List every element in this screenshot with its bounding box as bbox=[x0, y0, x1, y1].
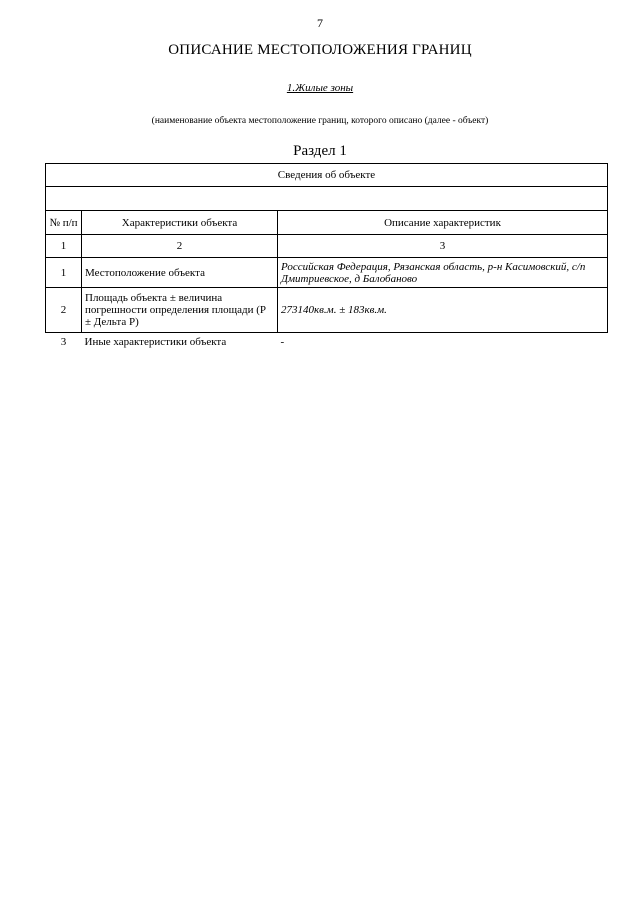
section-title: Раздел 1 bbox=[293, 143, 347, 159]
column-number: 3 bbox=[278, 235, 608, 258]
column-number-row bbox=[46, 235, 608, 258]
column-header-row bbox=[46, 211, 608, 235]
row-characteristic: Площадь объекта ± величина погрешности определения площади (P ± Дельта P) bbox=[82, 288, 278, 333]
row-description: - bbox=[280, 336, 285, 348]
row-number: 1 bbox=[46, 258, 82, 288]
column-header-description: Описание характеристик bbox=[278, 211, 608, 235]
table-row bbox=[46, 333, 608, 352]
table-empty-row bbox=[46, 187, 608, 211]
column-number: 1 bbox=[46, 235, 82, 258]
row-description: 273140кв.м. ± 183кв.м. bbox=[278, 288, 608, 333]
column-header-characteristic: Характеристики объекта bbox=[82, 211, 278, 235]
zone-name: 1.Жилые зоны bbox=[286, 82, 354, 94]
row-characteristic: Иные характеристики объекта bbox=[84, 336, 227, 348]
row-description: Российская Федерация, Рязанская область, р-н Касимовский, с/п Дмитриевское, д Балобаново bbox=[278, 258, 608, 288]
row-number: 2 bbox=[46, 288, 82, 333]
table-row bbox=[46, 258, 608, 288]
table-header-row bbox=[46, 164, 608, 187]
table-row bbox=[46, 288, 608, 333]
column-number: 2 bbox=[82, 235, 278, 258]
zone-caption: (наименование объекта местоположение границ, которого описано (далее - объект) bbox=[151, 116, 489, 126]
column-header-number: № п/п bbox=[46, 211, 82, 235]
row-characteristic: Местоположение объекта bbox=[82, 258, 278, 288]
table-header: Сведения об объекте bbox=[46, 164, 608, 187]
document-title: ОПИСАНИЕ МЕСТОПОЛОЖЕНИЯ ГРАНИЦ bbox=[168, 42, 472, 58]
page-number: 7 bbox=[317, 16, 323, 30]
table-empty-cell bbox=[46, 187, 608, 211]
row-number: 3 bbox=[60, 336, 67, 348]
object-info-table bbox=[45, 163, 608, 351]
